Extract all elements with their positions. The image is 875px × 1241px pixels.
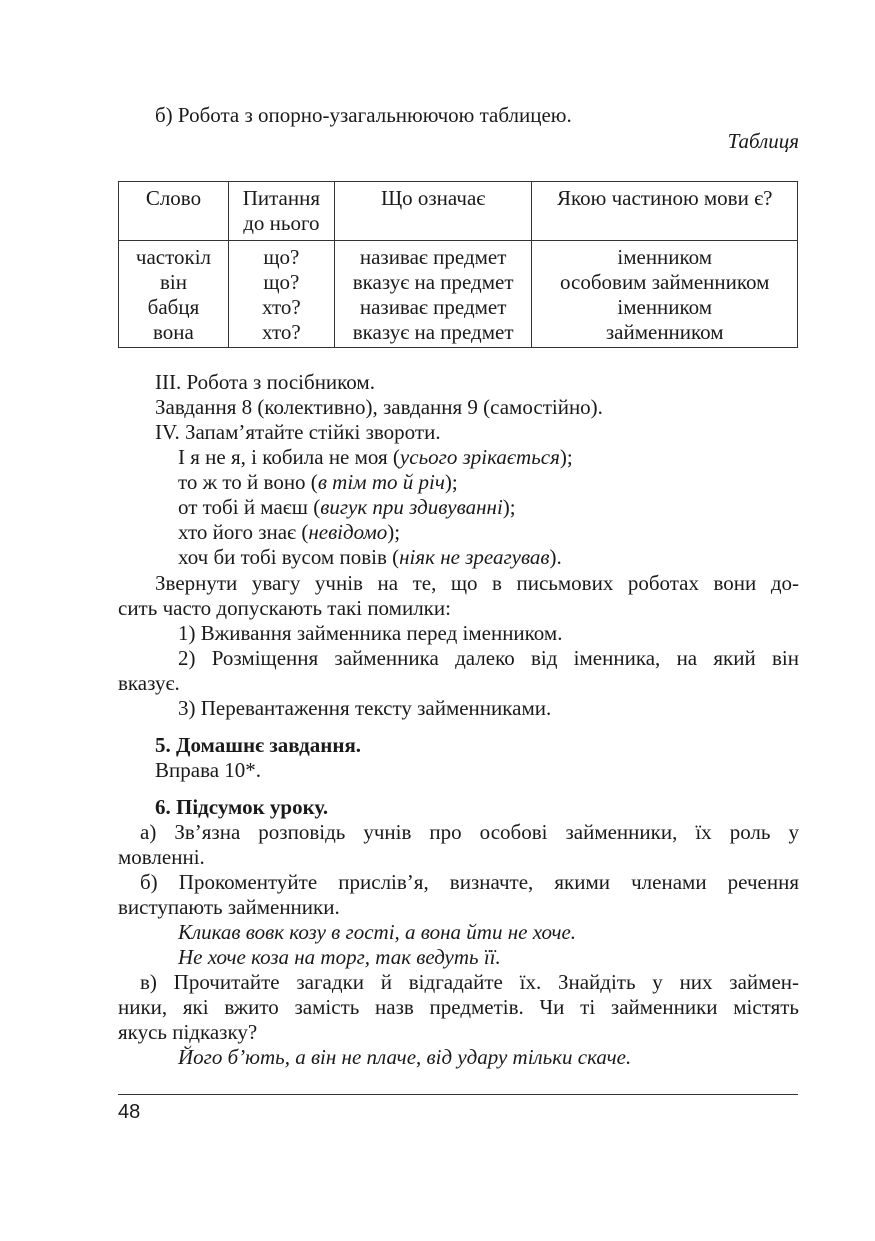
- table-col-word: [119, 241, 229, 348]
- attention-line-2: сить часто допускають такі помилки:: [118, 596, 451, 620]
- riddle-1: Його б’ють, а він не плаче, від удару тільки скаче.: [178, 1045, 632, 1069]
- idiom-end: );: [502, 495, 516, 519]
- table-cell: частокіл: [135, 245, 212, 269]
- table-header-row: [119, 182, 798, 241]
- summary-a-line-1: а) Зв’язна розповідь учнів про особові займенники, їх роль у: [140, 820, 799, 844]
- footer-divider: [118, 1094, 798, 1095]
- idiom-end: );: [559, 445, 573, 469]
- summary-b-line-1: б) Прокоментуйте прислів’я, визначте, якими членами речення: [140, 870, 799, 894]
- idiom-3: [178, 495, 516, 520]
- table-cell: іменником: [617, 295, 713, 319]
- table-col-meaning: [334, 241, 532, 348]
- section3-title: III. Робота з посібником.: [155, 370, 375, 394]
- table-cell: іменником: [617, 245, 713, 269]
- table-col-part-of-speech: [532, 241, 798, 348]
- table-cell: називає предмет: [359, 295, 507, 319]
- idiom-phrase: то ж то й воно (: [178, 470, 318, 494]
- idiom-5: [178, 545, 562, 570]
- attention-line-1: Звернути увагу учнів на те, що в письмових роботах вони до-: [155, 571, 799, 595]
- table-cell: називає предмет: [359, 245, 507, 269]
- idiom-phrase: хоч би тобі вусом повів (: [178, 545, 400, 569]
- idiom-end: );: [387, 520, 401, 544]
- idiom-phrase: от тобі й маєш (: [178, 495, 321, 519]
- summary-c-line-1: в) Прочитайте загадки й відгадайте їх. Знайдіть у них займен-: [140, 970, 799, 994]
- idiom-meaning: в тім то й річ: [317, 470, 445, 494]
- table-cell: що?: [263, 245, 300, 269]
- table-cell: вона: [153, 320, 194, 344]
- table-cell: займенником: [605, 320, 724, 344]
- idiom-meaning: ніяк не зреагував: [399, 545, 550, 569]
- summary-b-line-2: виступають займенники.: [118, 895, 340, 919]
- table-body-row: [119, 241, 798, 348]
- table-cell: вказує на предмет: [352, 270, 514, 294]
- idiom-meaning: вигук при здивуванні: [320, 495, 503, 519]
- idiom-phrase: І я не я, і кобила не моя (: [178, 445, 400, 469]
- summary-a-line-2: мовленні.: [118, 845, 205, 869]
- idiom-end: );: [444, 470, 458, 494]
- table-header-question: [228, 182, 334, 241]
- summary-table: [118, 181, 798, 348]
- table-cell: хто?: [262, 320, 301, 344]
- table-cell: вказує на предмет: [352, 320, 514, 344]
- table-header-meaning: Що означає: [334, 182, 532, 241]
- idiom-meaning: невідомо: [308, 520, 388, 544]
- summary-c-line-2: ники, які вжито замість назв предметів. Чи ті займенники містять: [118, 995, 799, 1019]
- section3-text: Завдання 8 (колективно), завдання 9 (самостійно).: [155, 395, 603, 419]
- section4-title: IV. Запам’ятайте стійкі звороти.: [155, 420, 441, 444]
- mistake-2-line-2: вказує.: [118, 671, 180, 695]
- idiom-4: [178, 520, 400, 545]
- table-header-part-of-speech: Якою частиною мови є?: [532, 182, 798, 241]
- table-cell: що?: [263, 270, 300, 294]
- idiom-phrase: хто його знає (: [178, 520, 309, 544]
- idiom-end: ).: [549, 545, 562, 569]
- summary-c-line-3: якусь підказку?: [118, 1020, 258, 1044]
- table-cell: він: [159, 270, 187, 294]
- mistake-3: 3) Перевантаження тексту займенниками.: [178, 696, 552, 720]
- idiom-1: [178, 445, 573, 470]
- summary-title: 6. Підсумок уроку.: [155, 795, 329, 819]
- idiom-meaning: усього зрікається: [399, 445, 560, 469]
- table-header-question-line2: до нього: [243, 211, 320, 235]
- table-cell: хто?: [262, 295, 301, 319]
- proverb-2: Не хоче коза на торг, так ведуть її.: [178, 945, 501, 969]
- proverb-1: Кликав вовк козу в гості, а вона йти не хоче.: [178, 920, 577, 944]
- homework-title: 5. Домашнє завдання.: [155, 733, 362, 757]
- table-caption: Таблиця: [727, 129, 799, 153]
- table-header-word: Слово: [119, 182, 229, 241]
- mistake-1: 1) Вживання займенника перед іменником.: [178, 621, 563, 645]
- table-header-question-line1: Питання: [242, 186, 321, 210]
- intro-b: б) Робота з опорно-узагальнюючою таблицею.: [155, 103, 572, 127]
- mistake-2-line-1: 2) Розміщення займенника далеко від іменника, на який він: [178, 646, 799, 670]
- table-cell: бабця: [147, 295, 200, 319]
- page-number: 48: [118, 1101, 141, 1123]
- table-cell: особовим займенником: [560, 270, 770, 294]
- idiom-2: [178, 470, 458, 495]
- table-col-question: [228, 241, 334, 348]
- homework-text: Вправа 10*.: [155, 758, 262, 782]
